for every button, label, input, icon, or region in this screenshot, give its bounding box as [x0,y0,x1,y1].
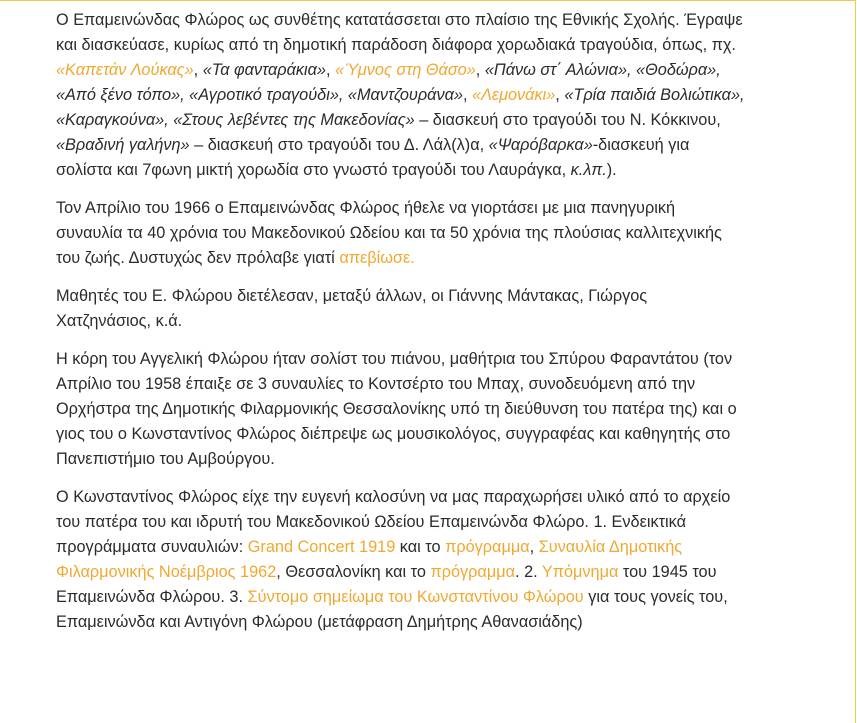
text: -διασκευή για σολίστα και 7φωνη μικτή χορωδία στο γνωστό τραγούδι του Λαυράγκα, [56,136,690,179]
text: Η κόρη του Αγγελική Φλώρου ήταν σολίστ του πιάνου, μαθήτρια του Σπύρου Φαραντάτου (τον Απρίλιο του 1958 έπαιξε σε 3 συναυλίες το Κοντσέρτο του Μπαχ, συνοδευόμενη από την Ορχήστρα της Δημοτικής Φιλαρμονικής Θεσσαλονίκης υπό τη διεύθυνση του πατέρα της) και ο γιος του ο Κωνσταντίνος Φλώρος διέπρεψε ως μουσικολόγος, συγγραφέας και καθηγητής στο Πανεπιστήμιο του Αμβούργου. [56,350,737,468]
text: , [462,86,472,104]
link-text: «Λεμονάκι» [472,86,556,104]
text: Μαθητές του Ε. Φλώρου διετέλεσαν, μεταξύ άλλων, οι Γιάννης Μάντακας, Γιώργος Χατζηνάσιος, κ.ά. [56,287,648,330]
link-programma-2[interactable]: πρόγραμμα [430,563,516,581]
text: Τον Απρίλιο του 1966 ο Επαμεινώνδας Φλώρος ήθελε να γιορτάσει με μια πανηγυρική συναυλία τα 40 χρόνια του Μακεδονικού Ωδείου και τα 50 χρόνια της πλούσιας καλλιτεχνικής του ζωής. Δυστυχώς δεν πρόλαβε γιατί [56,199,722,267]
text: για τους γονείς του, Επαμεινώνδα και Αντιγόνη Φλώρου (μετάφραση Δημήτρης Αθανασιάδης) [56,588,728,631]
song-titles: «Τρία παιδιά Βολιώτικα», «Καραγκούνα», «Στους λεβέντες της Μακεδονίας» [56,86,745,129]
paragraph-archive [56,485,746,635]
link-text: «Ύμνος στη Θάσο» [335,61,476,79]
link-kapetan-loukas[interactable] [56,61,194,79]
link-syntomo-simeioma[interactable]: Σύντομο σημείωμα του Κωνσταντίνου Φλώρου [247,588,584,606]
song-titles: «Πάνω στ΄ Αλώνια», «Θοδώρα», «Από ξένο τόπο», «Αγροτικό τραγούδι», «Μαντζουράνα» [56,61,721,104]
top-border [0,0,855,1]
link-ymnos-sti-thaso[interactable] [335,61,476,79]
text: , [193,61,203,79]
paragraph-1966-concert [56,196,746,271]
text: του 1945 του Επαμεινώνδα Φλώρου. 3. [56,563,717,606]
text: – διασκευή στο τραγούδι του Δ. Λάλ(λ)α, [189,136,489,154]
article-body [56,8,746,648]
abbrev: κ.λπ. [570,161,607,179]
text: , [555,86,565,104]
paragraph-children [56,347,746,472]
link-programma-1[interactable]: πρόγραμμα [445,538,530,556]
text: . 2. [515,563,542,581]
paragraph-compositions [56,8,746,183]
text: , [529,538,539,556]
link-grand-concert-1919[interactable]: Grand Concert 1919 [247,538,396,556]
text: , Θεσσαλονίκη και το [276,563,431,581]
text: και το [395,538,446,556]
link-synavlia-1962[interactable]: Συναυλία Δημοτικής Φιλαρμονικής Νοέμβριος 1962 [56,538,683,581]
right-border [855,0,856,723]
text: , [475,61,485,79]
link-ypomnima[interactable]: Υπόμνημα [541,563,619,581]
link-lemonaki[interactable] [472,86,555,104]
text: – διασκευή στο τραγούδι του Ν. Κόκκινου, [414,111,721,129]
song-title: «Ψαρόβαρκα» [488,136,593,154]
text: Ο Κωνσταντίνος Φλώρος είχε την ευγενή καλοσύνη να μας παραχωρήσει υλικό από το αρχείο του πατέρα του και ιδρυτή του Μακεδονικού Ωδείου Επαμεινώνδα Φλώρο. 1. Ενδεικτικά προγράμματα συναυλιών: [56,488,731,556]
paragraph-students [56,284,746,334]
text: Ο Επαμεινώνδας Φλώρος ως συνθέτης κατατάσσεται στο πλαίσιο της Εθνικής Σχολής. Έγραψε και διασκεύασε, κυρίως από τη δημοτική παράδοση διάφορα χορωδιακά τραγούδια, όπως, πχ. [56,11,743,54]
song-title: «Τα φανταράκια» [202,61,326,79]
song-title: «Βραδινή γαλήνη» [56,136,190,154]
link-apeviose[interactable]: απεβίωσε. [339,249,415,267]
text: ). [606,161,617,179]
text: , [325,61,336,79]
link-text: «Καπετάν Λούκας» [56,61,194,79]
